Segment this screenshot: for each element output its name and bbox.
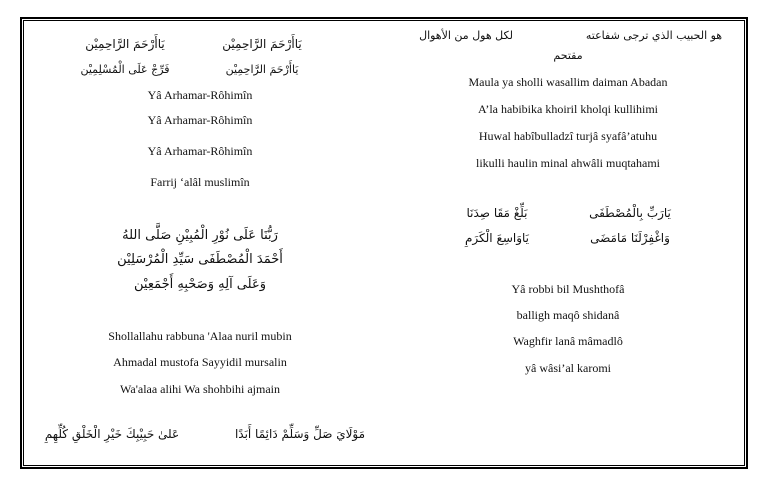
- right-latin-line: balligh maqô shidanâ: [516, 308, 620, 322]
- right-latin-line: Maula ya sholli wasallim daiman Abadan: [468, 75, 668, 89]
- left-latin-line: Ahmadal mustofa Sayyidil mursalin: [113, 355, 287, 369]
- right-latin-line: Huwal habîbulladzî turjâ syafâ’atuhu: [478, 129, 658, 143]
- left-latin-line: Yâ Arhamar-Rôhimîn: [147, 144, 253, 158]
- right-latin-line: Waghfir lanâ mâmadlô: [513, 334, 623, 348]
- left-arabic-line: يَاأَرْحَمَ الرَّاحِمِيْن: [85, 37, 165, 51]
- right-arabic-verse: وَاغْفِرْلَنَا مَامَضَى: [590, 231, 670, 245]
- left-arabic-line: فَرِّجْ عَلَى الْمُسْلِمِيْن: [80, 63, 170, 76]
- left-arabic-closing: عَلىٰ حَبِيْبِكَ خَيْرِ الْخَلْقِ كُلِّهِمِ: [44, 427, 180, 441]
- left-latin-line: Yâ Arhamar-Rôhimîn: [147, 113, 253, 127]
- right-latin-line: A’la habibika khoiril kholqi kullihimi: [478, 102, 658, 116]
- left-arabic-line: يَاأَرْحَمَ الرَّاحِمِيْن: [225, 63, 299, 76]
- left-latin-line: Farrij ‘alâl muslimîn: [150, 175, 250, 189]
- left-latin-line: Wa'alaa alihi Wa shohbihi ajmain: [120, 382, 280, 396]
- left-arabic-line: يَاأَرْحَمَ الرَّاحِمِيْن: [222, 37, 302, 51]
- right-arabic-line: لكل هول من الأهوال: [419, 29, 513, 42]
- left-arabic-verse: وَعَلَى آلِهِ وَصَحْبِهِ أَجْمَعِيْن: [134, 277, 266, 292]
- right-arabic-verse: بَلِّغْ مَقَا صِدَنَا: [466, 206, 528, 220]
- right-arabic-line: مقتحم: [553, 49, 583, 62]
- right-latin-line: Yâ robbi bil Mushthofâ: [511, 282, 625, 296]
- left-arabic-closing: مَوْلَايَ صَلِّ وَسَلِّمْ دَائِمًا أَبَدًا: [234, 427, 366, 441]
- left-latin-line: Yâ Arhamar-Rôhimîn: [147, 88, 253, 102]
- right-arabic-verse: يَاوَاسِعَ الْكَرَمِ: [464, 231, 530, 245]
- left-arabic-verse: رَبُّنَا عَلَى نُوْرِ الْمُبِيْنِ صَلَّى اللهُ: [122, 228, 278, 243]
- right-latin-line: yâ wâsi’al karomi: [525, 361, 611, 375]
- right-latin-line: likulli haulin minal ahwâli muqtahami: [476, 156, 660, 170]
- left-latin-line: Shollallahu rabbuna 'Alaa nuril mubin: [108, 329, 292, 343]
- right-arabic-verse: يَارَبِّ بِالْمُصْطَفَى: [589, 206, 671, 220]
- right-arabic-line: هو الحبيب الذي ترجى شفاعته: [585, 29, 723, 42]
- left-arabic-verse: أَحْمَدَ الْمُصْطَفَى سَيِّدِ الْمُرْسَلِيْن: [117, 252, 283, 267]
